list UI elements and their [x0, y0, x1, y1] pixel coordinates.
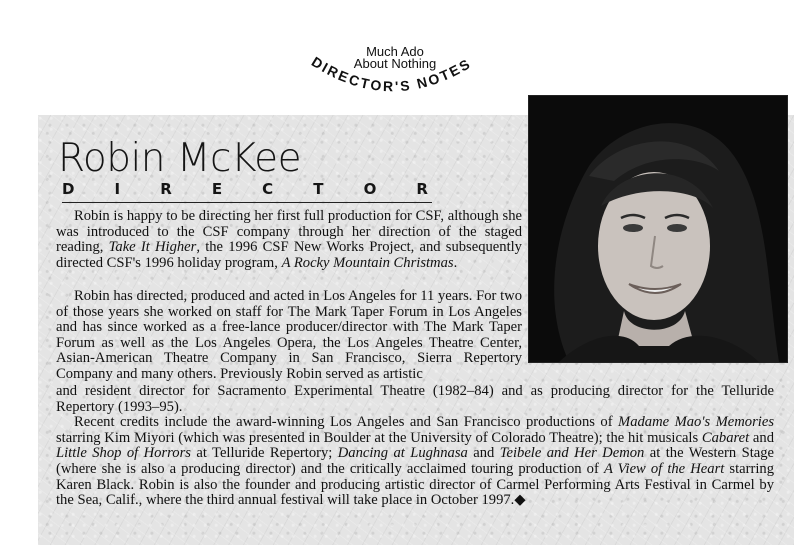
bio-title-italic: Little Shop of Horrors: [56, 445, 191, 462]
bio-title-italic: A View of the Heart: [603, 460, 725, 477]
bio-text: at the Western Stage (where she is also a producing director) and the critically acclaimed touring production of: [56, 445, 774, 477]
role-letter: R: [416, 180, 428, 198]
bio-p2-continued: and resident director for Sacramento Experimental Theatre (1982–84) and as producing director for the Telluride Repertory (1993–95).: [56, 383, 774, 415]
bio-title-italic: Madame Mao's Memories: [618, 414, 774, 431]
role-letter: R: [160, 180, 172, 198]
bio-p1: [56, 209, 522, 271]
bio-title-italic: Dancing at Lughnasa: [337, 445, 468, 462]
bio-paragraph-2: [56, 289, 522, 383]
role-letter: O: [363, 180, 377, 198]
role-letter: D: [62, 180, 75, 198]
bio-title-italic: Teibele and Her Demon: [499, 445, 645, 462]
portrait-illustration: [529, 96, 787, 362]
bio-p3: [56, 415, 774, 509]
director-name: Robin McKee: [58, 136, 302, 181]
play-title-line2: About Nothing: [353, 56, 437, 71]
bio-text: Robin is happy to be directing her first full production for CSF, although she was introduced to the CSF company through her direction of the staged reading,: [56, 208, 522, 256]
bio-text: at Telluride Repertory;: [190, 445, 338, 462]
role-letter: E: [211, 180, 223, 198]
end-diamond-icon: ◆: [514, 492, 526, 509]
section-badge: [295, 36, 505, 116]
bio-title-italic: Cabaret: [701, 429, 750, 446]
bio-text: starring Karen Black. Robin is also the founder and producing artistic director of Carmel Performing Arts Festival in Carmel by the Sea, Calif., where the third annual festival will take place in October 1997.: [56, 460, 774, 509]
section-label: DIRECTOR'S NOTES: [308, 53, 475, 95]
role-letter: I: [114, 180, 121, 198]
bio-title-italic: Take It Higher: [108, 239, 197, 256]
role-letter: C: [262, 180, 274, 198]
bio-paragraph-1: [56, 209, 522, 271]
bio-title-italic: A Rocky Mountain Christmas: [281, 254, 454, 271]
director-role: [62, 180, 432, 203]
bio-text: .: [453, 254, 458, 271]
bio-text: and: [467, 445, 500, 462]
bio-text: Recent credits include the award-winning Los Angeles and San Francisco productions of: [74, 414, 619, 431]
bio-p2: Robin has directed, produced and acted in Los Angeles for 11 years. For two of those years she worked on staff for The Mark Taper Forum in Los Angeles and has since worked as a free-lance producer/director with The Mark Taper Forum as well as the Los Angeles Opera, the Los Angeles Theatre Center, Asian-American Theatre Company in San Francisco, Sierra Repertory Company and many others. Previously Robin served as artistic: [56, 288, 522, 382]
svg-text:DIRECTOR'S NOTES: [309, 53, 474, 94]
bio-text: , the 1996 CSF New Works Project, and subsequently directed CSF's 1996 holiday program,: [56, 239, 522, 271]
bio-text: starring Kim Miyori (which was presented in Boulder at the University of Colorado Theatre); the hit musicals: [56, 429, 702, 446]
play-title-line1: Much Ado: [366, 44, 424, 59]
role-letter: T: [313, 180, 324, 198]
director-photo: [529, 96, 787, 362]
bio-text: and: [749, 429, 774, 446]
directors-notes-arc: [295, 36, 505, 116]
bio-fullwidth: [56, 384, 774, 509]
